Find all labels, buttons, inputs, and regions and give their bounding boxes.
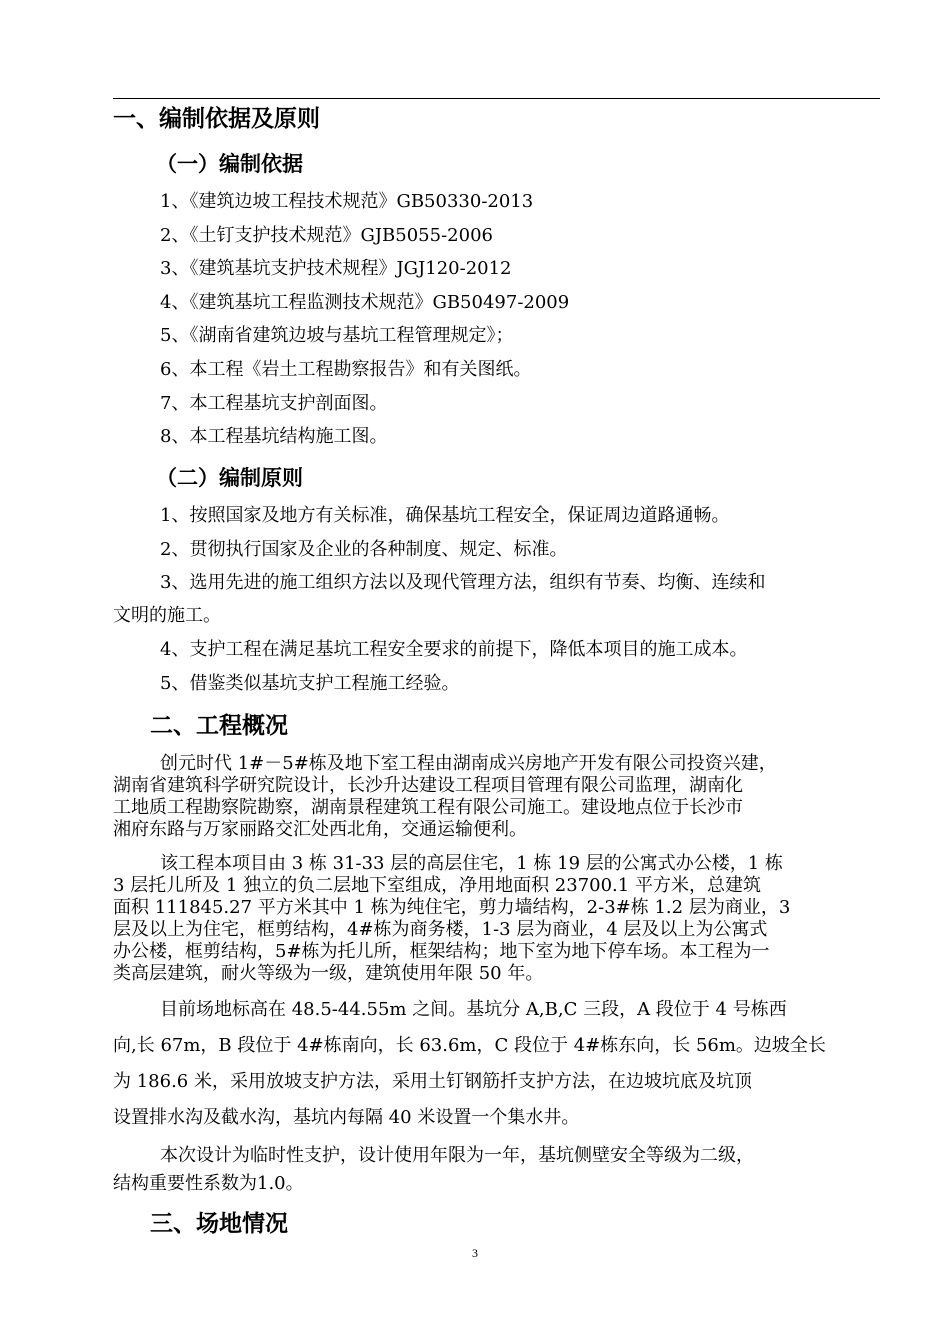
list-item: 5、借鉴类似基坑支护工程施工经验。	[160, 673, 460, 694]
list-item: 4、支护工程在满足基坑工程安全要求的前提下，降低本项目的施工成本。	[160, 639, 748, 660]
list-item: 8、本工程基坑结构施工图。	[160, 426, 388, 447]
list-item: 3、《建筑基坑支护技术规程》JGJ120-2012	[160, 258, 512, 279]
page-number: 3	[472, 1246, 478, 1260]
text-line: 本次设计为临时性支护，设计使用年限为一年，基坑侧壁安全等级为二级，	[160, 1145, 754, 1166]
text-line: 面积 111845.27 平方米其中 1 栋为纯住宅，剪力墙结构，2-3#栋 1.2 层为商业，3	[113, 897, 791, 918]
text-line: 类高层建筑，耐火等级为一级，建筑使用年限 50 年。	[113, 963, 544, 984]
list-item: 4、《建筑基坑工程监测技术规范》GB50497-2009	[160, 292, 570, 313]
list-item: 7、本工程基坑支护剖面图。	[160, 393, 388, 414]
section2-title: 二、工程概况	[150, 713, 288, 739]
text-line: 层及以上为住宅，框剪结构，4#栋为商务楼，1-3 层为商业，4 层及以上为公寓式	[113, 919, 768, 940]
overview-paragraph-4	[113, 1142, 880, 1198]
text-line: 目前场地标高在 48.5-44.55m 之间。基坑分 A,B,C 三段，A 段位于 4 号栋西	[160, 999, 787, 1020]
list-item: 1、按照国家及地方有关标准，确保基坑工程安全，保证周边道路通畅。	[160, 505, 730, 526]
list-item: 6、本工程《岩土工程勘察报告》和有关图纸。	[160, 359, 532, 380]
text-line: 创元时代 1#－5#栋及地下室工程由湖南成兴房地产开发有限公司投资兴建，	[160, 753, 777, 774]
text-line: 办公楼，框剪结构，5#栋为托儿所，框架结构；地下室为地下停车场。本工程为一	[113, 941, 770, 962]
overview-paragraph-2	[113, 853, 880, 985]
basis-title: （一）编制依据	[156, 152, 303, 176]
principle-title: （二）编制原则	[156, 466, 303, 490]
list-item: 1、《建筑边坡工程技术规范》GB50330-2013	[160, 191, 534, 212]
list-item: 3、选用先进的施工组织方法以及现代管理方法，组织有节奏、均衡、连续和	[160, 572, 766, 593]
list-item: 2、《土钉支护技术规范》GJB5055-2006	[160, 225, 493, 246]
overview-paragraph-3	[113, 992, 880, 1136]
text-line: 湘府东路与万家丽路交汇处西北角，交通运输便利。	[113, 819, 527, 840]
list-item: 5、《湖南省建筑边坡与基坑工程管理规定》；	[160, 325, 514, 346]
text-line: 向,长 67m，B 段位于 4#栋南向，长 63.6m，C 段位于 4#栋东向，长 56m。边坡全长	[113, 1035, 826, 1056]
list-item: 2、贯彻执行国家及企业的各种制度、规定、标准。	[160, 539, 568, 560]
header-rule	[113, 98, 880, 99]
text-line: 湖南省建筑科学研究院设计，长沙升达建设工程项目管理有限公司监理，湖南化	[113, 775, 743, 796]
text-line: 结构重要性系数为1.0。	[113, 1173, 304, 1194]
text-line: 设置排水沟及截水沟，基坑内每隔 40 米设置一个集水井。	[113, 1107, 580, 1128]
section1-title: 一、编制依据及原则	[113, 106, 320, 132]
text-line: 3 层托儿所及 1 独立的负二层地下室组成，净用地面积 23700.1 平方米，总建筑	[113, 875, 761, 896]
text-line: 工地质工程勘察院勘察，湖南景程建筑工程有限公司施工。建设地点位于长沙市	[113, 797, 743, 818]
text-line: 为 186.6 米，采用放坡支护方法，采用土钉钢筋扦支护方法，在边坡坑底及坑顶	[113, 1071, 752, 1092]
list-item-continuation: 文明的施工。	[113, 605, 221, 626]
overview-paragraph-1	[113, 753, 880, 841]
section3-title: 三、场地情况	[150, 1211, 288, 1237]
text-line: 该工程本项目由 3 栋 31-33 层的高层住宅，1 栋 19 层的公寓式办公楼，1 栋	[160, 853, 783, 874]
